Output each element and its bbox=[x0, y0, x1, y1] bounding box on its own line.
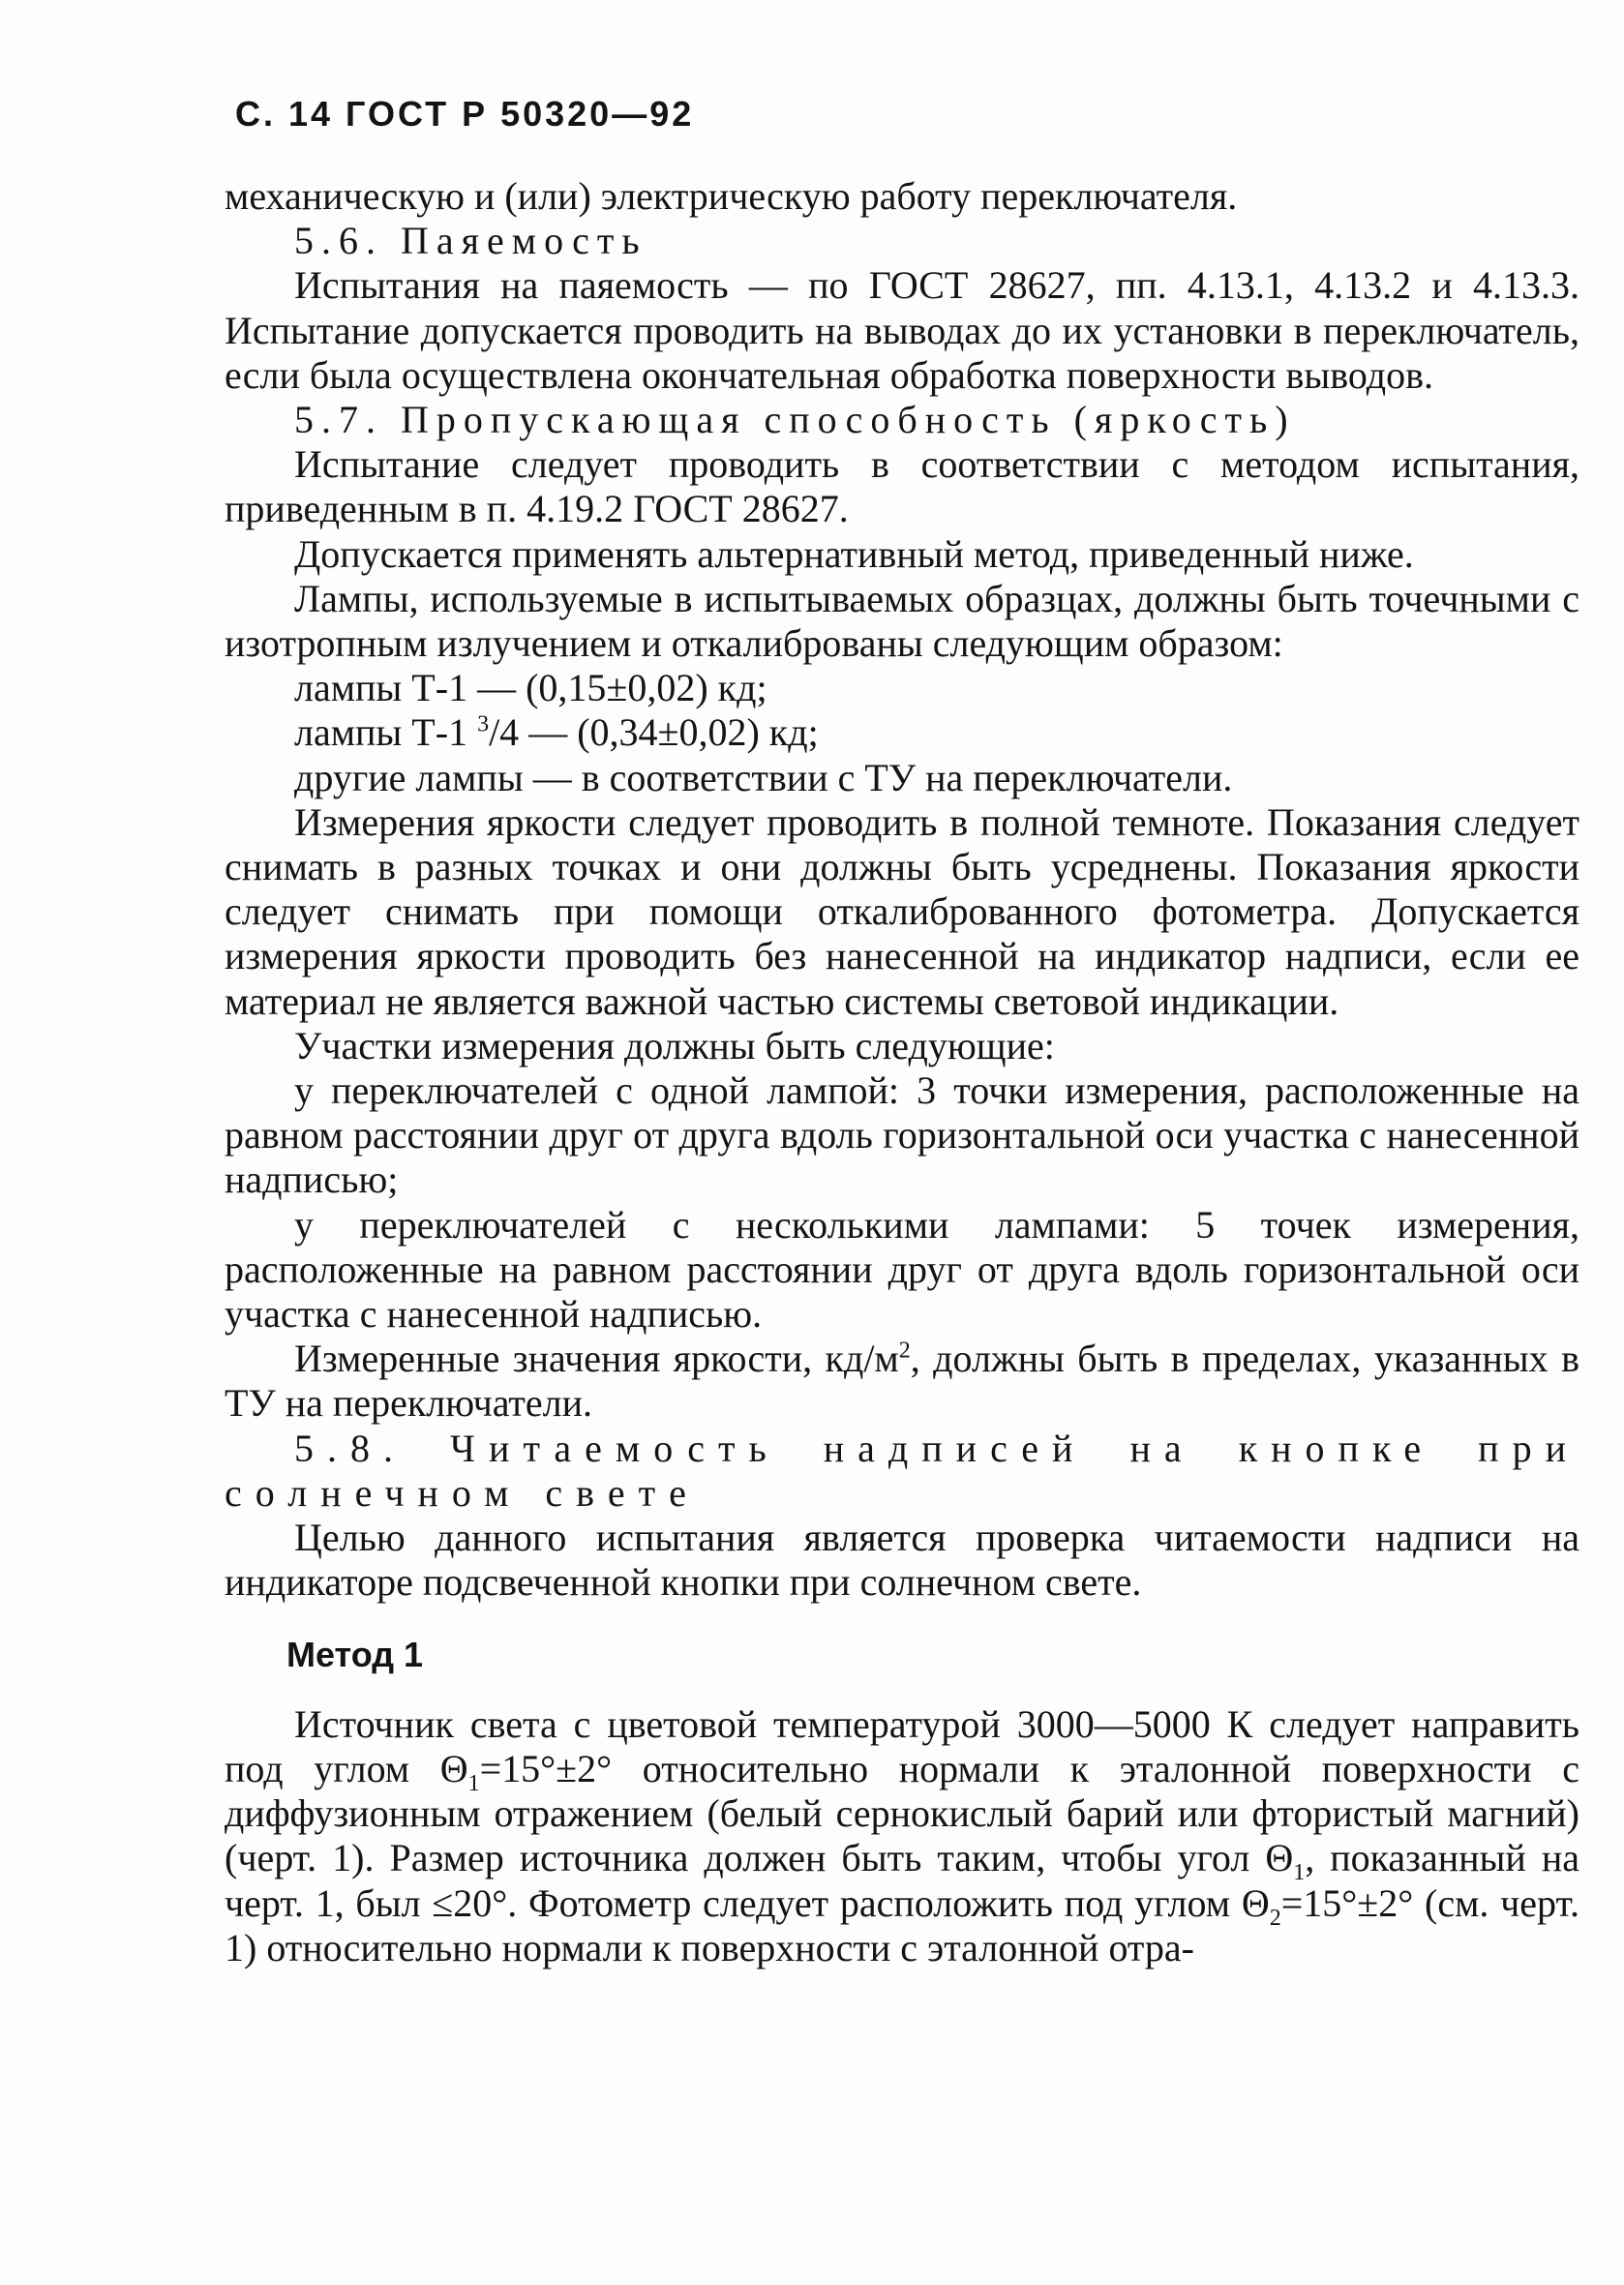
section-5-7-paragraph-5: Участки измерения должны быть следующие: bbox=[294, 1023, 1055, 1067]
method-text-c: , показанный на черт. 1, был ≤20°. Фотометр следует расположить под углом Θ bbox=[225, 1836, 1579, 1925]
lamp-item-2-fraction-numerator: 3 bbox=[477, 712, 490, 738]
paragraph-8-text-b: , должны быть в пределах, указанных в ТУ на переключатели. bbox=[225, 1337, 1579, 1426]
section-5-7-paragraph-4: Измерения яркости следует проводить в полной темноте. Показания следует снимать в разных точках и они должны быть усреднены. Показания яркости следует снимать при помощи откалиброванного фотометра. Допускается измерения яркости проводить без нанесенной на индикатор надписи, если ее материал не является важной частью системы световой индикации. bbox=[225, 799, 1579, 1023]
document-body bbox=[225, 174, 1579, 1970]
theta-subscript-1: 1 bbox=[467, 1770, 480, 1796]
theta-subscript-2: 1 bbox=[1293, 1860, 1306, 1886]
lamp-item-1: лампы Т-1 — (0,15±0,02) кд; bbox=[294, 666, 767, 710]
lamp-item-2-suffix: — (0,34±0,02) кд; bbox=[519, 710, 819, 755]
method-1-paragraph bbox=[225, 1702, 1579, 1970]
section-5-6-paragraph: Испытания на паяемость — по ГОСТ 28627, пп. 4.13.1, 4.13.2 и 4.13.3. Испытание допускается проводить на выводах до их установки в переключатель, если была осуществлена окончательная обработка поверхности выводов. bbox=[225, 263, 1579, 397]
lamp-item-3: другие лампы — в соответствии с ТУ на переключатели. bbox=[294, 755, 1233, 799]
section-5-8-paragraph: Целью данного испытания является проверка читаемости надписи на индикаторе подсвеченной кнопки при солнечном свете. bbox=[225, 1516, 1579, 1605]
lamp-item-2-prefix: лампы Т-1 bbox=[294, 710, 478, 755]
lamp-item-2 bbox=[225, 710, 1579, 755]
section-5-7-paragraph-6: у переключателей с одной лампой: 3 точки измерения, расположенные на равном расстоянии друг от друга вдоль горизонтальной оси участка с нанесенной надписью; bbox=[225, 1068, 1579, 1202]
section-5-7-paragraph-3: Лампы, используемые в испытываемых образцах, должны быть точечными с изотропным излучением и откалиброваны следующим образом: bbox=[225, 576, 1579, 666]
theta-subscript-3: 2 bbox=[1269, 1905, 1281, 1931]
paragraph-8-text-a: Измеренные значения яркости, кд/м bbox=[294, 1337, 899, 1381]
section-5-7-title: 5.7. Пропускающая способность (яркость) bbox=[294, 398, 1296, 442]
paragraph-continuation: механическую и (или) электрическую работу переключателя. bbox=[225, 174, 1238, 218]
section-5-6-title: 5.6. Паяемость bbox=[294, 219, 647, 263]
section-5-8-title: 5.8. Читаемость надписей на кнопке при солнечном свете bbox=[225, 1426, 1579, 1515]
paragraph-8-superscript: 2 bbox=[898, 1338, 911, 1364]
section-5-7-paragraph-2: Допускается применять альтернативный метод, приведенный ниже. bbox=[294, 531, 1414, 576]
section-5-7-paragraph-7: у переключателей с несколькими лампами: 5 точек измерения, расположенные на равном расстоянии друг от друга вдоль горизонтальной оси участка с нанесенной надписью. bbox=[225, 1202, 1579, 1337]
page-header: С. 14 ГОСТ Р 50320—92 bbox=[235, 94, 695, 134]
method-text-b: =15°±2° относительно нормали к эталонной поверхности с диффузионным отражением (белый сернокислый барий или фтористый магний) (черт. 1). Размер источника должен быть таким, чтобы угол Θ bbox=[225, 1746, 1579, 1880]
section-5-7-paragraph-8 bbox=[225, 1337, 1579, 1426]
section-5-7-paragraph-1: Испытание следует проводить в соответствии с методом испытания, приведенным в п. 4.19.2 ГОСТ 28627. bbox=[225, 442, 1579, 531]
method-heading: Метод 1 bbox=[286, 1634, 424, 1674]
lamp-item-2-fraction-denominator: /4 bbox=[489, 710, 520, 755]
method-text-d: =15°±2° (см. черт. 1) относительно нормали к поверхности с эталонной отра- bbox=[225, 1880, 1579, 1969]
method-text-a: Источник света с цветовой температурой 3000—5000 К следует направить под углом Θ bbox=[225, 1701, 1579, 1790]
